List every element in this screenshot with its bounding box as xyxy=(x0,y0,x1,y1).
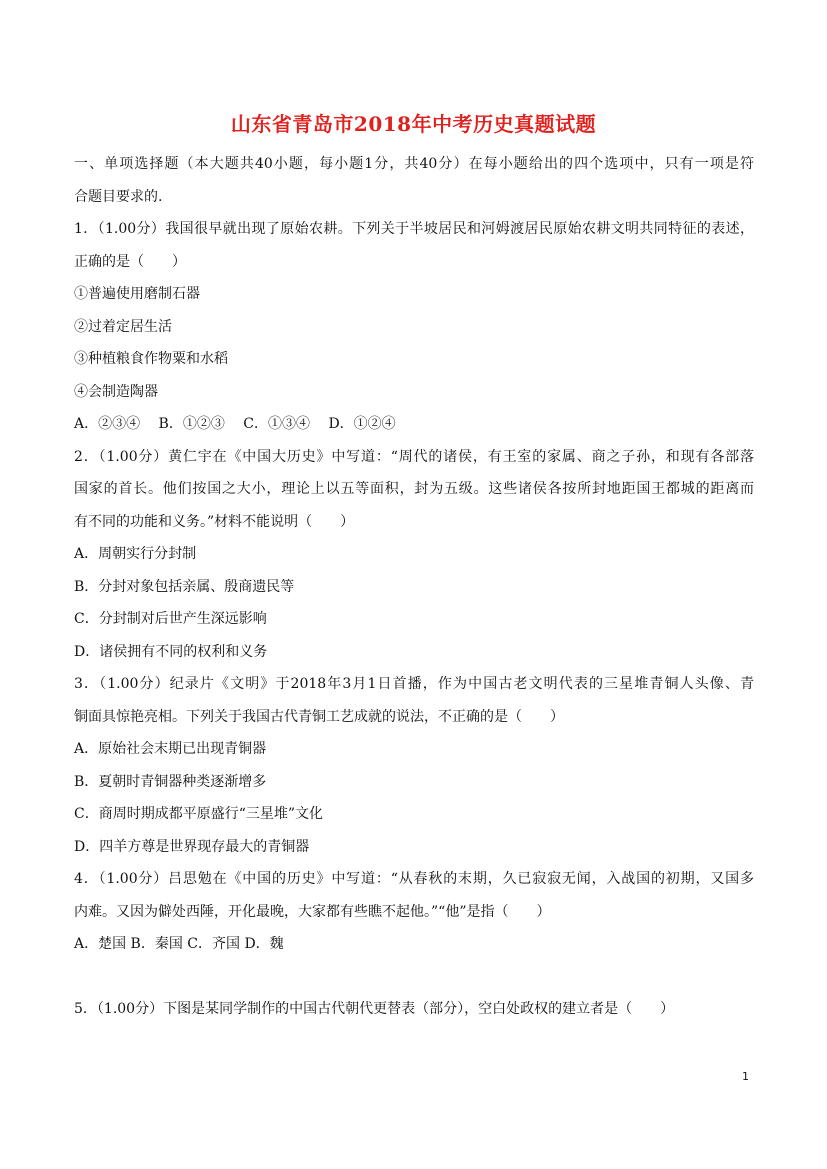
question-1-item-2: ②过着定居生活 xyxy=(74,318,172,335)
section-instructions-line-2: 合题目要求的. xyxy=(74,188,163,205)
question-1-options: A．②③④ B．①②③ C．①③④ D．①②④ xyxy=(74,416,396,432)
question-1 xyxy=(74,213,754,441)
question-2-option-c: C．分封制对后世产生深远影响 xyxy=(74,611,267,627)
question-4 xyxy=(74,863,754,961)
question-2 xyxy=(74,441,754,669)
question-3-option-b: B．夏朝时青铜器种类逐渐增多 xyxy=(74,773,267,790)
question-4-options: A．楚国 B．秦国 C．齐国 D．魏 xyxy=(74,936,284,952)
question-1-item-3: ③种植粮食作物粟和水稻 xyxy=(74,351,228,367)
document-body xyxy=(74,148,754,1025)
question-1-stem-line-2: 正确的是（ ） xyxy=(74,253,186,270)
question-2-option-a: A．周朝实行分封制 xyxy=(74,546,197,562)
question-3-stem-line-2: 铜面具惊艳亮相。下列关于我国古代青铜工艺成就的说法，不正确的是（ ） xyxy=(74,708,564,725)
question-1-item-1: ①普遍使用磨制石器 xyxy=(74,286,200,302)
question-4-stem-line-2: 内难。又因为僻处西陲，开化最晚，大家都有些瞧不起他。”“他”是指（ ） xyxy=(74,903,551,920)
spacer xyxy=(74,961,754,993)
question-2-stem-line-3: 有不同的功能和义务。”材料不能说明（ ） xyxy=(74,513,355,530)
section-instructions-line-1: 一、单项选择题（本大题共40小题，每小题1分，共40分）在每小题给出的四个选项中，只有一项是符 xyxy=(74,156,754,172)
question-3-option-a: A．原始社会末期已出现青铜器 xyxy=(74,741,267,757)
question-4-stem-line-1: 4．（1.00分）吕思勉在《中国的历史》中写道：“从春秋的末期，久已寂寂无闻，入战国的初期，又国多 xyxy=(74,871,754,887)
question-3 xyxy=(74,668,754,863)
question-3-option-d: D．四羊方尊是世界现存最大的青铜器 xyxy=(74,838,310,855)
question-3-stem-line-1: 3．（1.00分）纪录片《文明》于2018年3月1日首播，作为中国古老文明代表的三星堆青铜人头像、青 xyxy=(74,676,754,692)
question-1-item-4: ④会制造陶器 xyxy=(74,383,158,400)
document-title: 山东省青岛市2018年中考历史真题试题 xyxy=(230,112,597,136)
question-3-option-c: C．商周时期成都平原盛行“三星堆”文化 xyxy=(74,806,324,822)
question-5 xyxy=(74,993,754,1026)
page-number: 1 xyxy=(742,1070,749,1083)
question-2-stem-line-2: 国家的首长。他们按国之大小，理论上以五等面积，封为五级。这些诸侯各按所封地距国王都城的距离而 xyxy=(74,481,754,497)
question-2-option-d: D．诸侯拥有不同的权利和义务 xyxy=(74,643,268,660)
question-2-option-b: B．分封对象包括亲属、殷商遗民等 xyxy=(74,578,295,595)
question-2-stem-line-1: 2．（1.00分）黄仁宇在《中国大历史》中写道：“周代的诸侯，有王室的家属、商之子孙，和现有各部落 xyxy=(74,448,754,465)
question-5-stem-line-1: 5．（1.00分）下图是某同学制作的中国古代朝代更替表（部分），空白处政权的建立者是（ ） xyxy=(74,1000,675,1017)
question-1-stem-line-1: 1．（1.00分）我国很早就出现了原始农耕。下列关于半坡居民和河姆渡居民原始农耕文明共同特征的表述， xyxy=(74,221,754,237)
